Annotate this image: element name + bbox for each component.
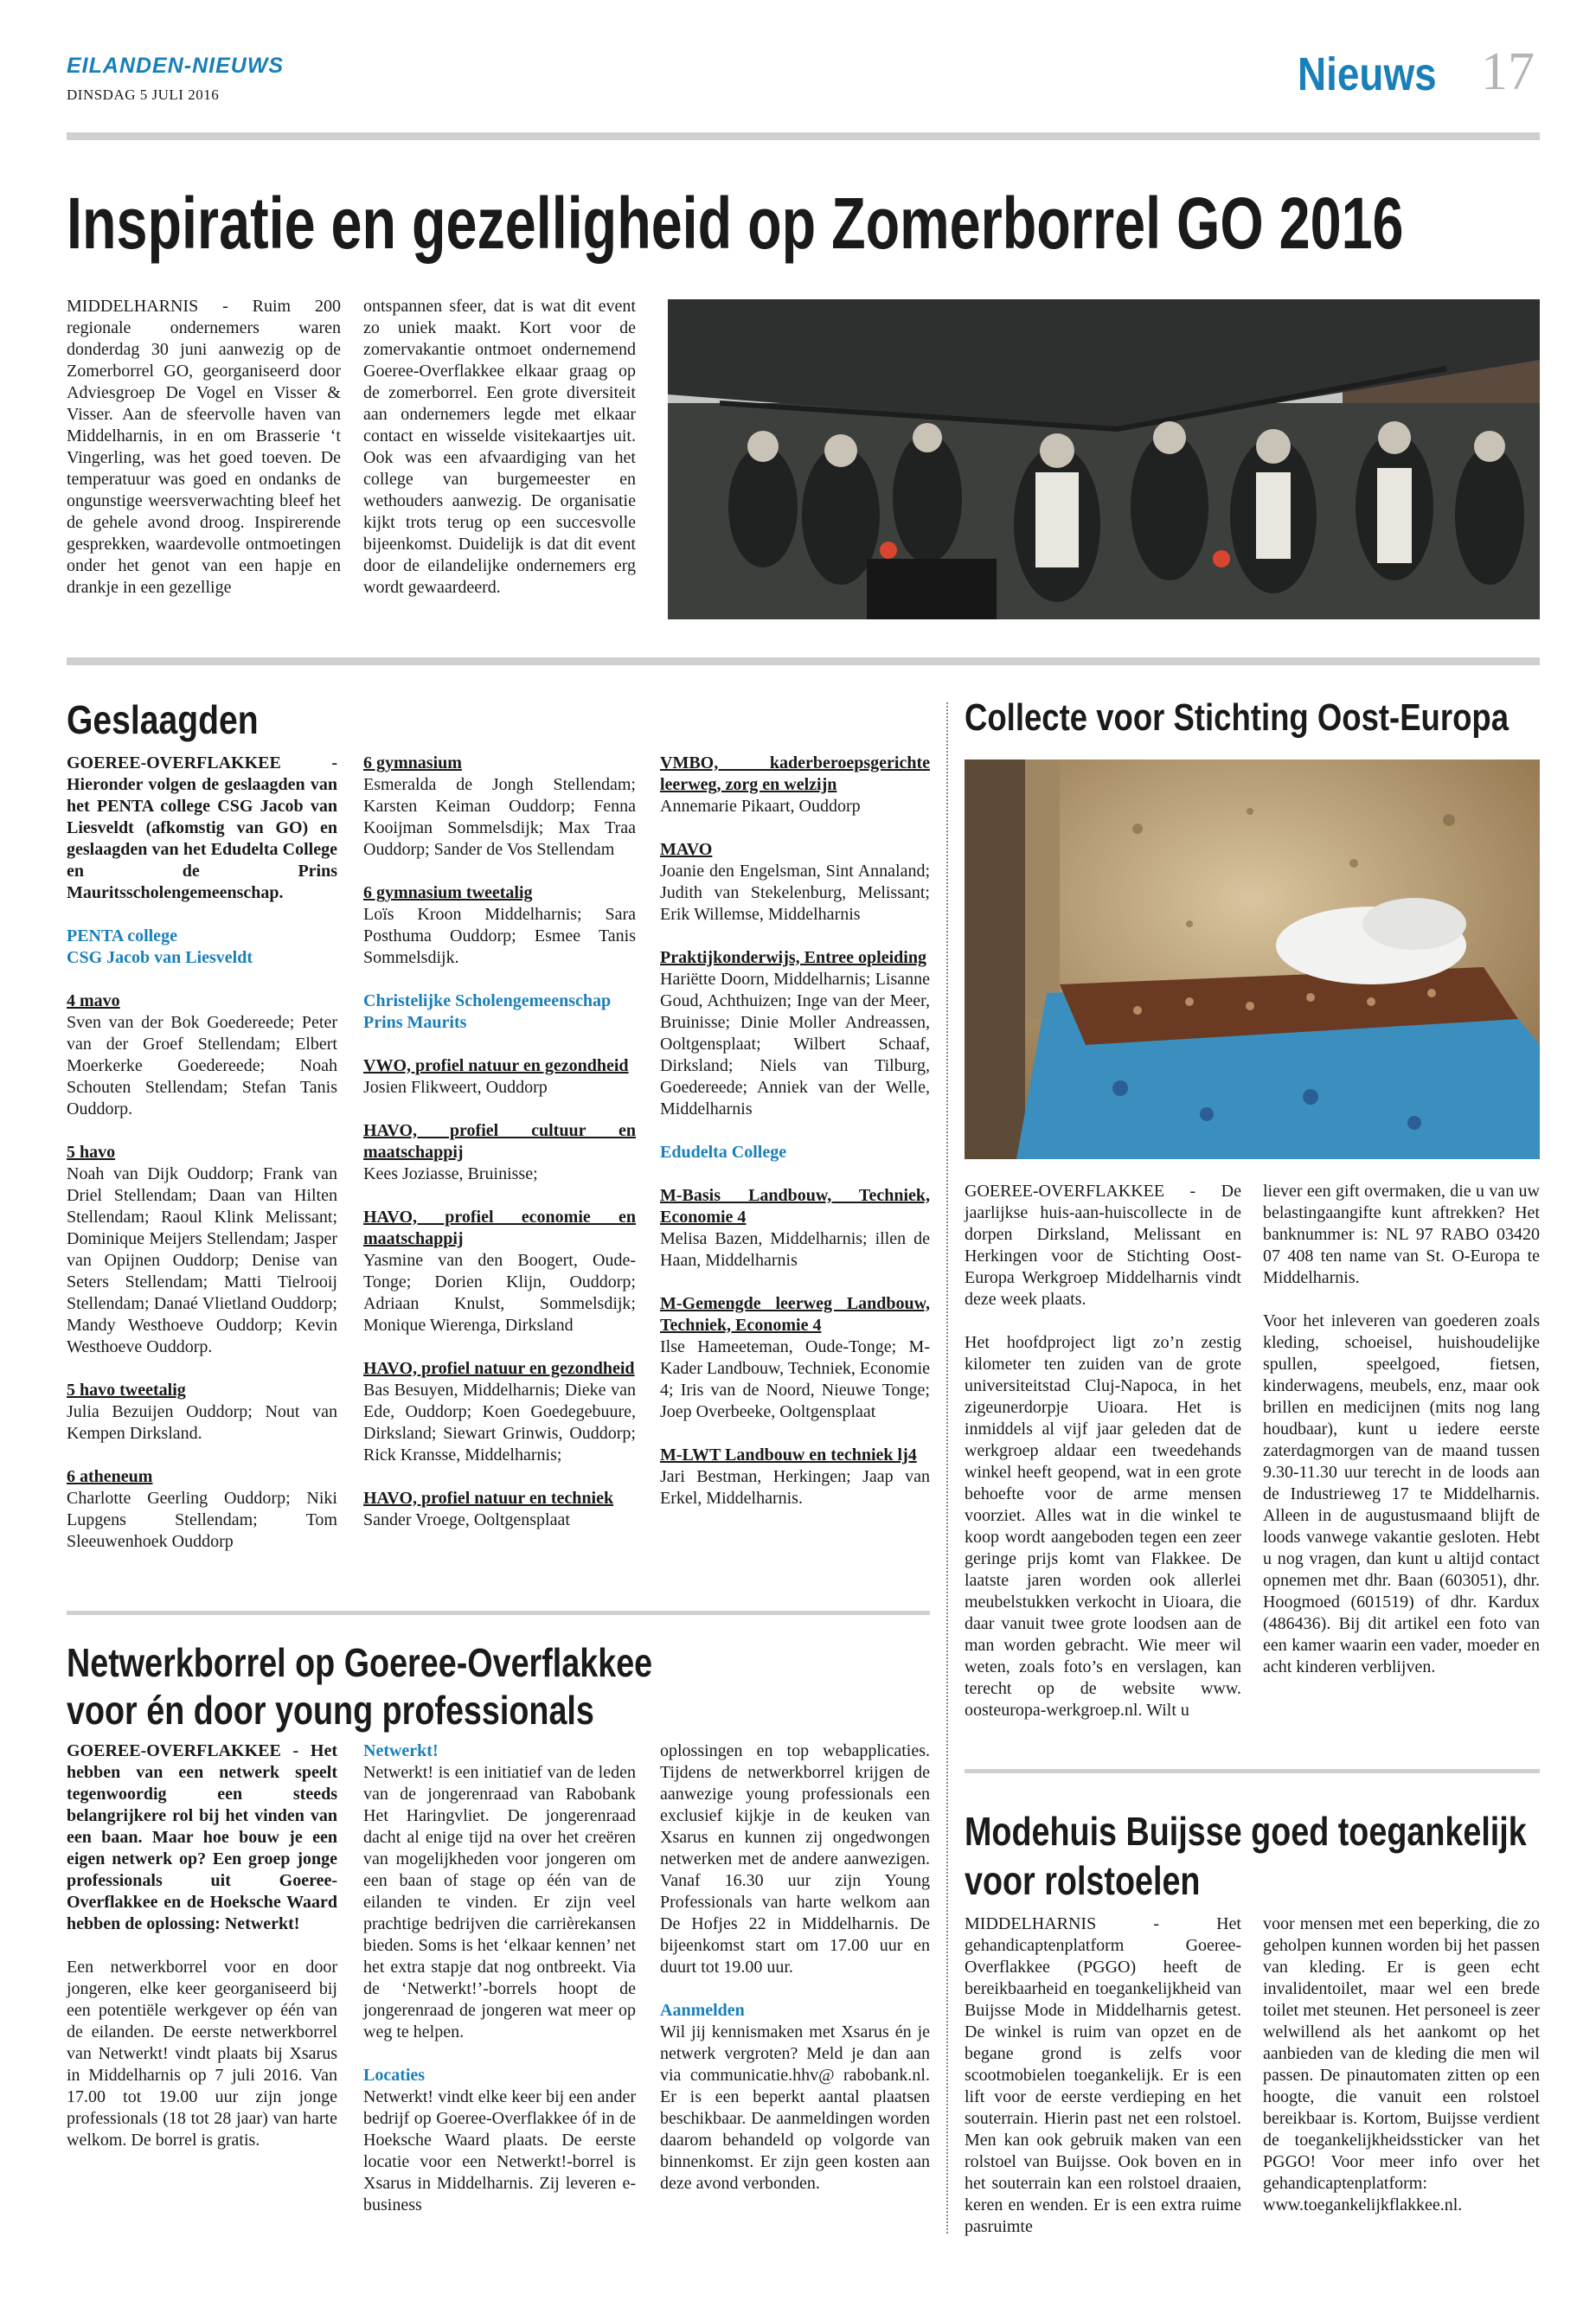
geslaagden-column-3 xyxy=(660,753,930,1531)
collecte-photo xyxy=(965,760,1540,1159)
list-m-lwt: Jari Bestman, Herkingen; Jaap van Erkel, Middelharnis. xyxy=(660,1467,930,1508)
netwerk-text-2b: Netwerkt! vindt elke keer bij een ander bedrijf op Goeree-Overflakkee óf in de Hoeksche Waard plaats. De eerste locatie voor een Netwerkt!-borrel is Xsarus in Middelharnis. Zij leveren e-business xyxy=(363,2087,636,2214)
list-4mavo: Sven van der Bok Goedereede; Peter van der Groef Stellendam; Elbert Moerkerke Goedereede; Noah Schouten Stellendam; Stefan Tanis Ouddorp. xyxy=(67,1013,337,1118)
netwerk-headline-line2: voor én door young professionals xyxy=(67,1688,594,1733)
zomerborrel-photo xyxy=(668,299,1540,619)
heading-5havo-tweetalig: 5 havo tweetalig xyxy=(67,1381,186,1400)
geslaagden-intro: GOEREE-OVERFLAKKEE - Hieronder volgen de geslaagden van het PENTA college CSG Jacob van Liesveldt (afkomstig van GO) en geslaagden van het Edudelta College en de Prins Mauritsscholengemeenschap. xyxy=(67,753,337,902)
netwerk-sub-netwerkt: Netwerkt! xyxy=(363,1741,439,1760)
collecte-column-2 xyxy=(1263,1181,1540,1700)
collecte-text-2b: Voor het inleveren van goederen zoals kleding, schoeisel, huishoudelijke spullen, speelgoed, fietsen, kinderwagens, meubels, enz, maar ook brillen en medicijnen (mits nog lang houdbaar), kunt u iedere eerste zaterdagmorgen van de maand tussen 9.30-11.30 uur terecht in de loods aan de Industrieweg 17 te Middelharnis. Alleen in de augustusmaand blijft de loods vanwege vakantie gesloten. Hebt u nog vragen, dan kunt u altijd contact opnemen met dhr. Baan (603051), dhr. Hoogmoed (601519) of dhr. Kardux (486436). Bij dit artikel een foto van een kamer waarin een vader, moeder en acht kinderen verblijven. xyxy=(1263,1311,1540,1676)
heading-5havo: 5 havo xyxy=(67,1143,116,1162)
netwerk-rule xyxy=(67,1611,930,1615)
issue-date: DINSDAG 5 JULI 2016 xyxy=(67,87,220,103)
heading-4mavo: 4 mavo xyxy=(67,991,120,1010)
netwerk-text-1: Een netwerkborrel voor en door jongeren, elke keer georganiseerd bij een potentiële werkgever op één van de eilanden. De eerste netwerkborrel van Netwerkt! vindt plaats bij Xsarus in Middelharnis op 7 juli 2016. Van 17.00 tot 19.00 uur zijn jonge professionals (18 tot 28 jaar) van harte welkom. De borrel is gratis. xyxy=(67,1958,337,2150)
heading-m-basis: M-Basis Landbouw, Techniek, Economie 4 xyxy=(660,1186,930,1227)
netwerk-sub-aanmelden: Aanmelden xyxy=(660,2001,745,2020)
list-mavo: Joanie den Engelsman, Sint Annaland; Judith van Stekelenburg, Melissant; Erik Willemse, Middelharnis xyxy=(660,862,930,924)
modehuis-text-2: voor mensen met een beperking, die zo geholpen kunnen worden bij het passen van kleding. Er is geen echt invalidentoilet, maar wel een brede toilet met steunen. Het personeel is zeer welwillend als het aankomt op het aanbieden van de kleding die men wil passen. De pinautomaten zitten op een hoogte, die vanuit een rolstoel bereikbaar is. Kortom, Buijsse verdient de toegankelijkheidssticker van het PGGO! Voor meer info over het gehandicaptenplatform: www.toegankelijkflakkee.nl. xyxy=(1263,1914,1540,2214)
netwerk-column-2 xyxy=(363,1740,636,2238)
modehuis-headline-line1: Modehuis Buijsse goed toegankelijk xyxy=(965,1809,1527,1854)
netwerk-text-3a: oplossingen en top webapplicaties. Tijdens de netwerkborrel krijgen de aanwezige young professionals een exclusief kijkje in de keuken van Xsarus en kunnen zij ongedwongen netwerken met de andere aanwezigen. Vanaf 16.30 uur zijn Young Professionals van harte welkom aan De Hofjes 22 in Middelharnis. De bijeenkomst start om 17.00 uur en duurt tot 19.00 uur. xyxy=(660,1741,930,1977)
school-penta-line1: PENTA college xyxy=(67,926,177,945)
netwerk-lead: GOEREE-OVERFLAKKEE - Het hebben van een netwerk speelt tegenwoordig een steeds belangrijkere rol bij het vinden van een baan. Maar hoe bouw je een eigen netwerk op? Een groep jonge professionals uit Goeree-Overflakkee en de Hoeksche Waard hebben de oplossing: Netwerkt! xyxy=(67,1741,337,1933)
list-praktijkonderwijs: Hariëtte Doorn, Middelharnis; Lisanne Goud, Achthuizen; Inge van der Meer, Bruinisse; Dinie Moller Andreassen, Ooltgensplaat; Wilbert Schaaf, Dirksland; Niels van Tilburg, Goedereede; Anniek van der Welle, Middelharnis xyxy=(660,970,930,1118)
heading-6gymnasium: 6 gymnasium xyxy=(363,753,462,772)
heading-vmbo: VMBO, kaderberoepsgerichte leerweg, zorg en welzijn xyxy=(660,753,930,794)
modehuis-headline-line2: voor rolstoelen xyxy=(965,1858,1201,1903)
netwerk-column-1 xyxy=(67,1740,337,2173)
collecte-column-1 xyxy=(965,1181,1241,1743)
modehuis-column-1 xyxy=(965,1913,1241,2259)
top-rule xyxy=(67,132,1540,140)
page-number: 17 xyxy=(1481,42,1535,101)
list-m-basis: Melisa Bazen, Middelharnis; illen de Haan, Middelharnis xyxy=(660,1229,930,1270)
modehuis-column-2 xyxy=(1263,1913,1540,2238)
zomerborrel-column-1 xyxy=(67,296,341,620)
netwerk-headline-line1: Netwerkborrel op Goeree-Overflakkee xyxy=(67,1640,653,1685)
school-prins-maurits-line1: Christelijke Scholengemeenschap xyxy=(363,991,612,1010)
newspaper-logo: EILANDEN-NIEUWS xyxy=(67,54,285,78)
list-havo-techniek: Sander Vroege, Ooltgensplaat xyxy=(363,1510,570,1529)
zomerborrel-text-2: ontspannen sfeer, dat is wat dit event zo uniek maakt. Kort voor de zomervakantie ontmoet ondernemend Goeree-Overflakkee elkaar graag op de zomerborrel. Een grote diversiteit aan ondernemers legde met elkaar contact en wisselde visitekaartjes uit. Ook was een afvaardiging van het college van burgemeester en wethouders aanwezig. De organisatie kijkt trots terug op een succesvolle bijeenkomst. Duidelijk is dat dit event door de eilandelijke ondernemers erg wordt gewaardeerd. xyxy=(363,297,636,597)
list-vmbo: Annemarie Pikaart, Ouddorp xyxy=(660,797,861,816)
heading-havo-cultuur: HAVO, profiel cultuur en maatschappij xyxy=(363,1121,636,1162)
heading-m-lwt: M-LWT Landbouw en techniek lj4 xyxy=(660,1445,917,1465)
article-headline-zomerborrel: Inspiratie en gezelligheid op Zomerborrel GO 2016 xyxy=(67,183,1404,264)
heading-vwo: VWO, profiel natuur en gezondheid xyxy=(363,1056,629,1075)
heading-6gymnasium-tweetalig: 6 gymnasium tweetalig xyxy=(363,883,533,902)
heading-havo-economie: HAVO, profiel economie en maatschappij xyxy=(363,1208,636,1248)
list-6atheneum: Charlotte Geerling Ouddorp; Niki Lupgens Stellendam; Tom Sleeuwenhoek Ouddorp xyxy=(67,1489,337,1551)
netwerk-column-3 xyxy=(660,1740,930,2216)
netwerk-text-3b: Wil jij kennismaken met Xsarus én je netwerk vergroten? Meld je dan aan via communicatie.hhv@ rabobank.nl. Er is een beperkt aantal plaatsen beschikbaar. De aanmeldingen worden daarom behandeld op volgorde van binnenkomst. Er zijn geen kosten aan deze avond verbonden. xyxy=(660,2022,930,2193)
list-6gymnasium-tweetalig: Loïs Kroon Middelharnis; Sara Posthuma Ouddorp; Esmee Tanis Sommelsdijk. xyxy=(363,905,636,967)
list-5havo-tweetalig: Julia Bezuijen Ouddorp; Nout van Kempen Dirksland. xyxy=(67,1402,337,1443)
netwerk-text-2a: Netwerkt! is een initiatief van de leden van de jongerenraad van Rabobank Het Haringvliet. De jongerenraad dacht al enige tijd na over het creëren van mogelijkheden voor jongeren om een baan of stage op één van de eilanden te vinden. Er zijn veel prachtige bedrijven die carrièrekansen bieden. Soms is het ‘elkaar kennen’ net het extra stapje dat nog ontbreekt. Via de ‘Netwerkt!’-borrels hoopt de jongerenraad de jongeren wat meer op weg te helpen. xyxy=(363,1763,636,2041)
collecte-text-2a: liever een gift overmaken, die u van uw belastingaangifte kunt aftrekken? Het banknummer is: NL 97 RABO 03420 07 408 ten name van St. O-Europa te Middelharnis. xyxy=(1263,1182,1540,1287)
school-edudelta: Edudelta College xyxy=(660,1143,787,1162)
school-prins-maurits-line2: Prins Maurits xyxy=(363,1013,467,1032)
list-havo-cultuur: Kees Joziasse, Bruinisse; xyxy=(363,1164,538,1183)
zomerborrel-column-2 xyxy=(363,296,636,620)
school-penta-line2: CSG Jacob van Liesveldt xyxy=(67,948,253,967)
column-divider xyxy=(946,702,948,2234)
section-title: Nieuws xyxy=(1298,48,1437,100)
zomerborrel-text-1: MIDDELHARNIS - Ruim 200 regionale ondernemers waren donderdag 30 juni aanwezig op de Zomerborrel GO, georganiseerd door Adviesgroep De Vogel en Visser & Visser. Aan de sfeervolle haven van Middelharnis, in en om Brasserie ‘t Vingerling, was het goed toeven. De temperatuur was goed en ondanks de ongunstige weersverwachting bleef het de gehele avond droog. Inspirerende gesprekken, waardevolle ontmoetingen onder het genot van een hapje en drankje in een gezellige xyxy=(67,297,341,597)
collecte-text-1b: Het hoofdproject ligt zo’n zestig kilometer ten zuiden van de grote universiteitstad Cluj-Napoca, in het zigeunerdorpje Uioara. Het is inmiddels al vijf jaar geleden dat de werkgroep aldaar een tweedehands winkel heeft geopend, wat in een grote behoefte voor de arme mensen voorziet. Alles wat in die winkel te koop wordt aangeboden tegen een zeer geringe prijs komt van Flakkee. De laatste jaren worden ook allerlei meubelstukken verkocht in Uioara, die daar vanuit twee grote loodsen aan de man worden gebracht. Wie meer wil weten, zoals foto’s en verslagen, kan terecht op de website www. oosteuropa-werkgroep.nl. Wilt u xyxy=(965,1333,1241,1720)
modehuis-text-1: MIDDELHARNIS - Het gehandicaptenplatform Goeree-Overflakkee (PGGO) heeft de bereikbaarheid en toegankelijkheid van Buijsse Mode in Middelharnis getest. De winkel is ruim van opzet en de begane grond is zelfs voor scootmobielen toegankelijk. Er is een lift voor de eerste verdieping en het souterrain. Hierin past net een rolstoel. Men kan ook gebruik maken van een rolstoel van Buijsse. Ook boven en in het souterrain kan een rolstoel draaien, keren en wenden. Er is een extra ruime pasruimte xyxy=(965,1914,1241,2236)
list-5havo: Noah van Dijk Ouddorp; Frank van Driel Stellendam; Daan van Hilten Stellendam; Raoul Klink Melissant; Dominique Meijers Stellendam; Jasper van Opijnen Ouddorp; Denise van Seters Stellendam; Matti Tielrooij Stellendam; Danaé Vlietland Ouddorp; Mandy Westhoeve Ouddorp; Kevin Westhoeve Ouddorp. xyxy=(67,1164,337,1356)
heading-praktijkonderwijs: Praktijkonderwijs, Entree opleiding xyxy=(660,948,926,967)
heading-mavo: MAVO xyxy=(660,840,713,859)
list-6gymnasium: Esmeralda de Jongh Stellendam; Karsten Keiman Ouddorp; Fenna Kooijman Sommelsdijk; Max Traa Ouddorp; Sander de Vos Stellendam xyxy=(363,775,636,859)
heading-havo-techniek: HAVO, profiel natuur en techniek xyxy=(363,1489,614,1508)
list-havo-gezondheid: Bas Besuyen, Middelharnis; Dieke van Ede, Ouddorp; Koen Goedegebuure, Dirksland; Siewart Grinwis, Ouddorp; Rick Kransse, Middelharnis; xyxy=(363,1381,636,1465)
heading-havo-gezondheid: HAVO, profiel natuur en gezondheid xyxy=(363,1359,635,1378)
section-rule xyxy=(67,657,1540,665)
list-havo-economie: Yasmine van den Boogert, Oude-Tonge; Dorien Klijn, Ouddorp; Adriaan Knulst, Sommelsdijk; Monique Wierenga, Dirksland xyxy=(363,1251,636,1335)
list-vwo: Josien Flikweert, Ouddorp xyxy=(363,1078,548,1097)
collecte-text-1a: GOEREE-OVERFLAKKEE - De jaarlijkse huis-aan-huiscollecte in de dorpen Dirksland, Melissant en Herkingen voor de Stichting Oost-Europa Werkgroep Middelharnis vindt deze week plaats. xyxy=(965,1182,1241,1309)
modehuis-rule xyxy=(965,1769,1540,1773)
geslaagden-column-1 xyxy=(67,753,337,1574)
geslaagden-headline: Geslaagden xyxy=(67,697,259,742)
list-m-gemengd: Ilse Hameeteman, Oude-Tonge; M-Kader Landbouw, Techniek, Economie 4; Iris van de Noord, Nieuwe Tonge; Joep Overbeeke, Ooltgensplaat xyxy=(660,1337,930,1421)
heading-m-gemengd: M-Gemengde leerweg Landbouw, Techniek, Economie 4 xyxy=(660,1294,930,1335)
heading-6atheneum: 6 atheneum xyxy=(67,1467,153,1486)
collecte-headline: Collecte voor Stichting Oost-Europa xyxy=(965,696,1509,739)
geslaagden-column-2 xyxy=(363,753,636,1553)
netwerk-sub-locaties: Locaties xyxy=(363,2066,426,2085)
